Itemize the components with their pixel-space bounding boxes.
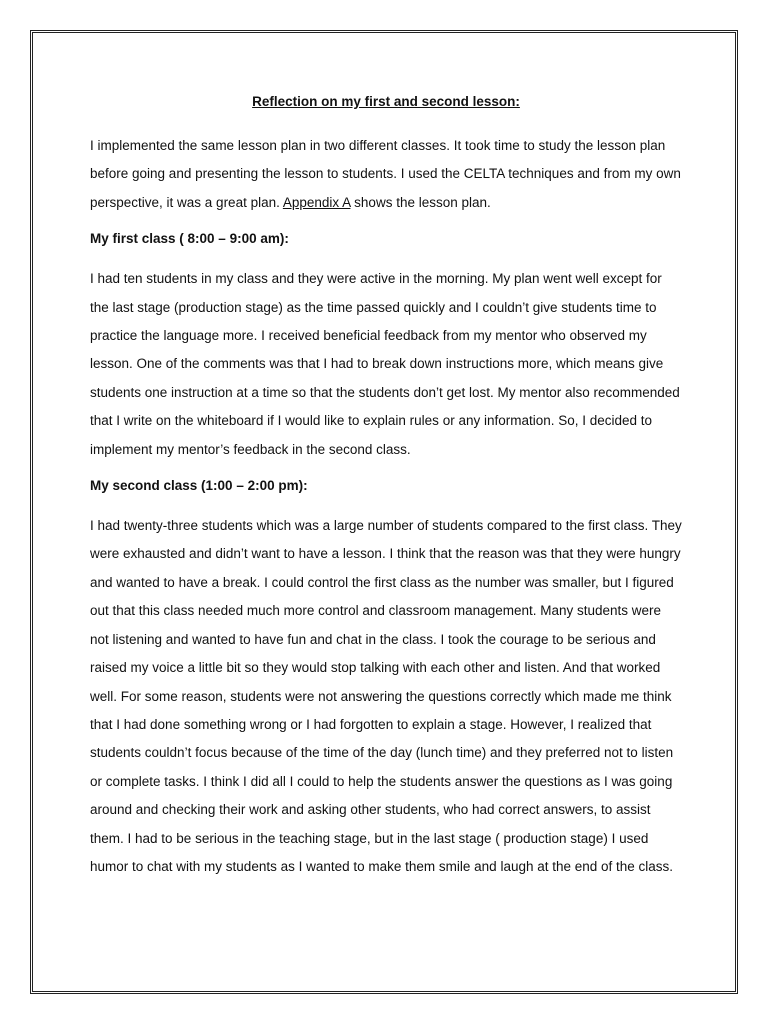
first-class-heading: My first class ( 8:00 – 9:00 am): xyxy=(90,231,289,247)
document-title: Reflection on my first and second lesson: xyxy=(252,94,520,109)
second-class-paragraph: I had twenty-three students which was a large number of students compared to the first class. They were exhausted and didn’t want to have a lesson. I think that the reason was that they were hungry and wanted to have a break. I could control the first class as the number was smaller, but I figured out that this class needed much more control and classroom management. Many students were not listening and wanted to have fun and chat in the class. I took the courage to be serious and raised my voice a little bit so they would stop talking with each other and listen. And that worked well. For some reason, students were not answering the questions correctly which made me think that I had done something wrong or I had forgotten to explain a stage. However, I realized that students couldn’t focus because of the time of the day (lunch time) and they preferred not to listen or complete tasks. I think I did all I could to help the students answer the questions as I was going around and checking their work and asking other students, who had correct answers, to assist them. I had to be serious in the teaching stage, but in the last stage ( production stage) I used humor to chat with my students as I wanted to make them smile and laugh at the end of the class. xyxy=(90,518,682,874)
intro-text-start: I implemented the same lesson plan in two different classes. It took time to study the lesson plan before going and presenting the lesson to students. I used the CELTA techniques and from my own perspective, it was a great plan. xyxy=(90,138,681,210)
document-body xyxy=(90,92,682,893)
second-class-heading: My second class (1:00 – 2:00 pm): xyxy=(90,478,308,494)
first-class-paragraph: I had ten students in my class and they were active in the morning. My plan went well except for the last stage (production stage) as the time passed quickly and I couldn’t give students time to practice the language more. I received beneficial feedback from my mentor who observed my lesson. One of the comments was that I had to break down instructions more, which means give students one instruction at a time so that the students don’t get lost. My mentor also recommended that I write on the whiteboard if I would like to explain rules or any information. So, I decided to implement my mentor’s feedback in the second class. xyxy=(90,271,680,457)
appendix-a-reference: Appendix A xyxy=(282,194,351,210)
intro-text-end: shows the lesson plan. xyxy=(350,194,491,210)
intro-paragraph xyxy=(90,132,682,217)
